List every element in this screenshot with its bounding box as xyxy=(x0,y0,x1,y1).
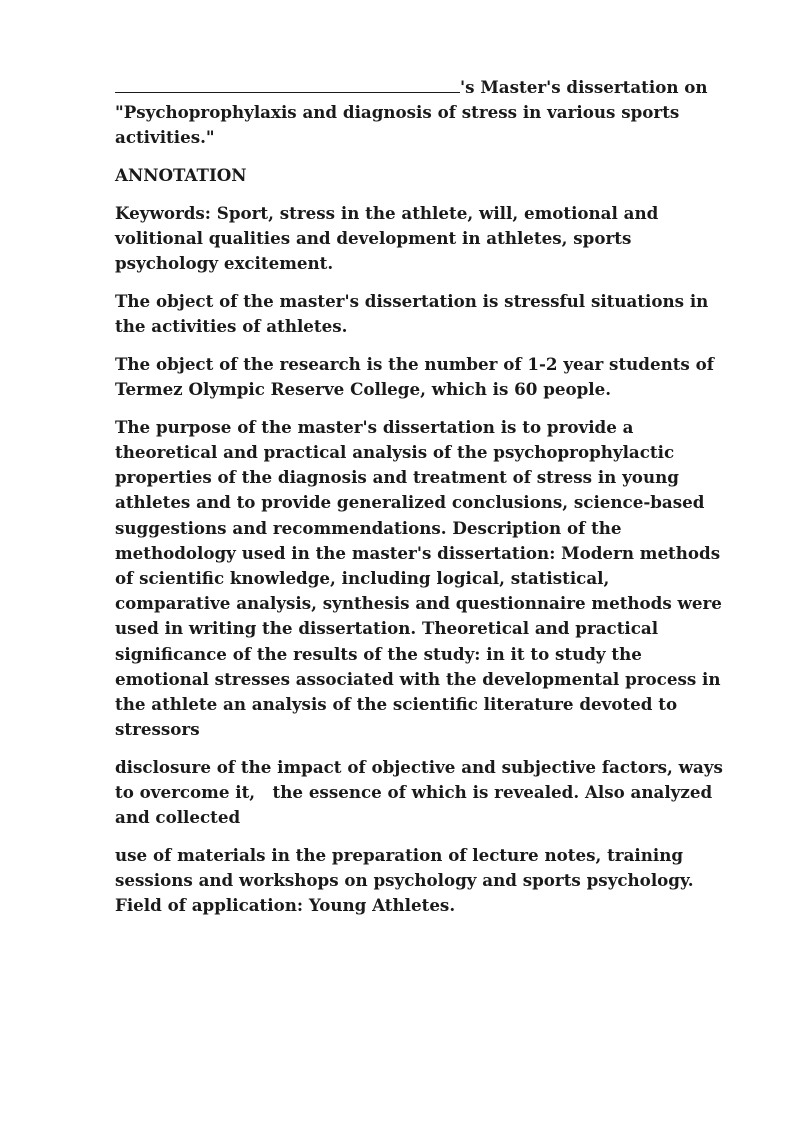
dissertation-title-text: 's Master's dissertation on "Psychoprophylaxis and diagnosis of stress in various sports activities." xyxy=(115,77,708,148)
disclosure-paragraph: disclosure of the impact of objective and subjective factors, ways to overcome it, the essence of which is revealed. Also analyzed and collected xyxy=(115,756,729,828)
dissertation-title xyxy=(115,74,727,151)
document-page xyxy=(115,74,727,931)
object-dissertation-paragraph: The object of the master's dissertation is stressful situations in the activities of athletes. xyxy=(115,290,709,337)
purpose-paragraph: The purpose of the master's dissertation is to provide a theoretical and practical analysis of the psychoprophylactic properties of the diagnosis and treatment of stress in young athletes and to provide generalized conclusions, science-based suggestions and recommendations. Description of the methodology used in the master's dissertation: Modern methods of scientific knowledge, including logical, statistical, comparative analysis, synthesis and questionnaire methods were used in writing the dissertation. Theoretical and practical significance of the results of the study: in it to study the emotional stresses associated with the developmental process in the athlete an analysis of the scientific literature devoted to stressors xyxy=(115,416,722,740)
keywords-paragraph: Keywords: Sport, stress in the athlete, will, emotional and volitional qualities and development in athletes, sports psychology excitement. xyxy=(115,202,659,274)
name-blank-line xyxy=(115,74,460,93)
use-of-materials-paragraph: use of materials in the preparation of lecture notes, training sessions and workshops on psychology and sports psychology. Field of application: Young Athletes. xyxy=(115,844,694,916)
annotation-heading: ANNOTATION xyxy=(115,165,247,186)
object-research-paragraph: The object of the research is the number of 1-2 year students of Termez Olympic Reserve College, which is 60 people. xyxy=(115,353,714,400)
